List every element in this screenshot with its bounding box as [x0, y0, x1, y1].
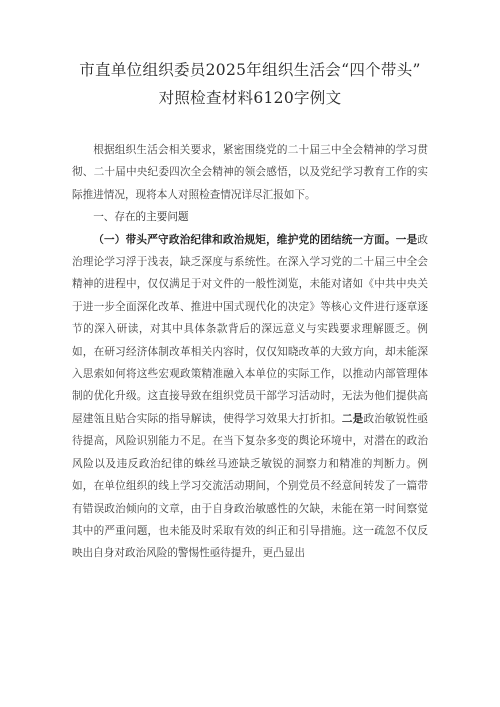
point-text-1: 政治理论学习浮于浅表，缺乏深度与系统性。在深入学习党的二十届三中全会精神的进程中，仅仅满足于对文件的一般性浏览，未能对诸如《中共中央关于进一步全面深化改革、推进中国式现代化的决定》等核心文件进行逐章逐节的深入研读，对其中具体条款背后的深远意义与实践要求理解匮乏。例如，在研习经济体制改革相关内容时，仅仅知晓改革的大致方向，却未能深入思索如何将这些宏观政策精准融入本单位的实际工作，以推动内部管理体制的优化升级。这直接导致在组织党员干部学习活动时，无法为他们提供高屋建瓴且贴合实际的指导解读，使得学习效果大打折扣。: [72, 233, 429, 425]
subsection-paragraph: [72, 229, 428, 565]
point-text-2: 政治敏锐性亟待提高，风险识别能力不足。在当下复杂多变的舆论环境中，对潜在的政治风险以及违反政治纪律的蛛丝马迹缺乏敏锐的洞察力和精准的判断力。例如，在单位组织的线上学习交流活动期间，个别党员不经意间转发了一篇带有错误政治倾向的文章，由于自身政治敏感性的欠缺，未能在第一时间察觉其中的严重问题，也未能及时采取有效的纠正和引导措施。这一疏忽不仅反映出自身对政治风险的警惕性亟待提升，更凸显出: [72, 412, 429, 560]
section-heading: 一、存在的主要问题: [93, 211, 189, 224]
document-body: [72, 139, 428, 565]
title-line-1: 市直单位组织委员2025年组织生活会“四个带头”: [79, 61, 421, 79]
subsection-heading: （一）带头严守政治纪律和政治规矩，维护党的团结统一方面。: [93, 233, 396, 246]
point-marker-2: 二是: [341, 412, 364, 425]
document-title: [72, 56, 428, 112]
intro-paragraph: 根据组织生活会相关要求，紧密围绕党的二十届三中全会精神的学习贯彻、二十届中央纪委四次全会精神的领会感悟，以及党纪学习教育工作的实际推进情况，现将本人对照检查情况详尽汇报如下。: [72, 144, 428, 201]
point-marker-1: 一是: [395, 233, 418, 246]
title-line-2: 对照检查材料6120字例文: [158, 89, 342, 107]
